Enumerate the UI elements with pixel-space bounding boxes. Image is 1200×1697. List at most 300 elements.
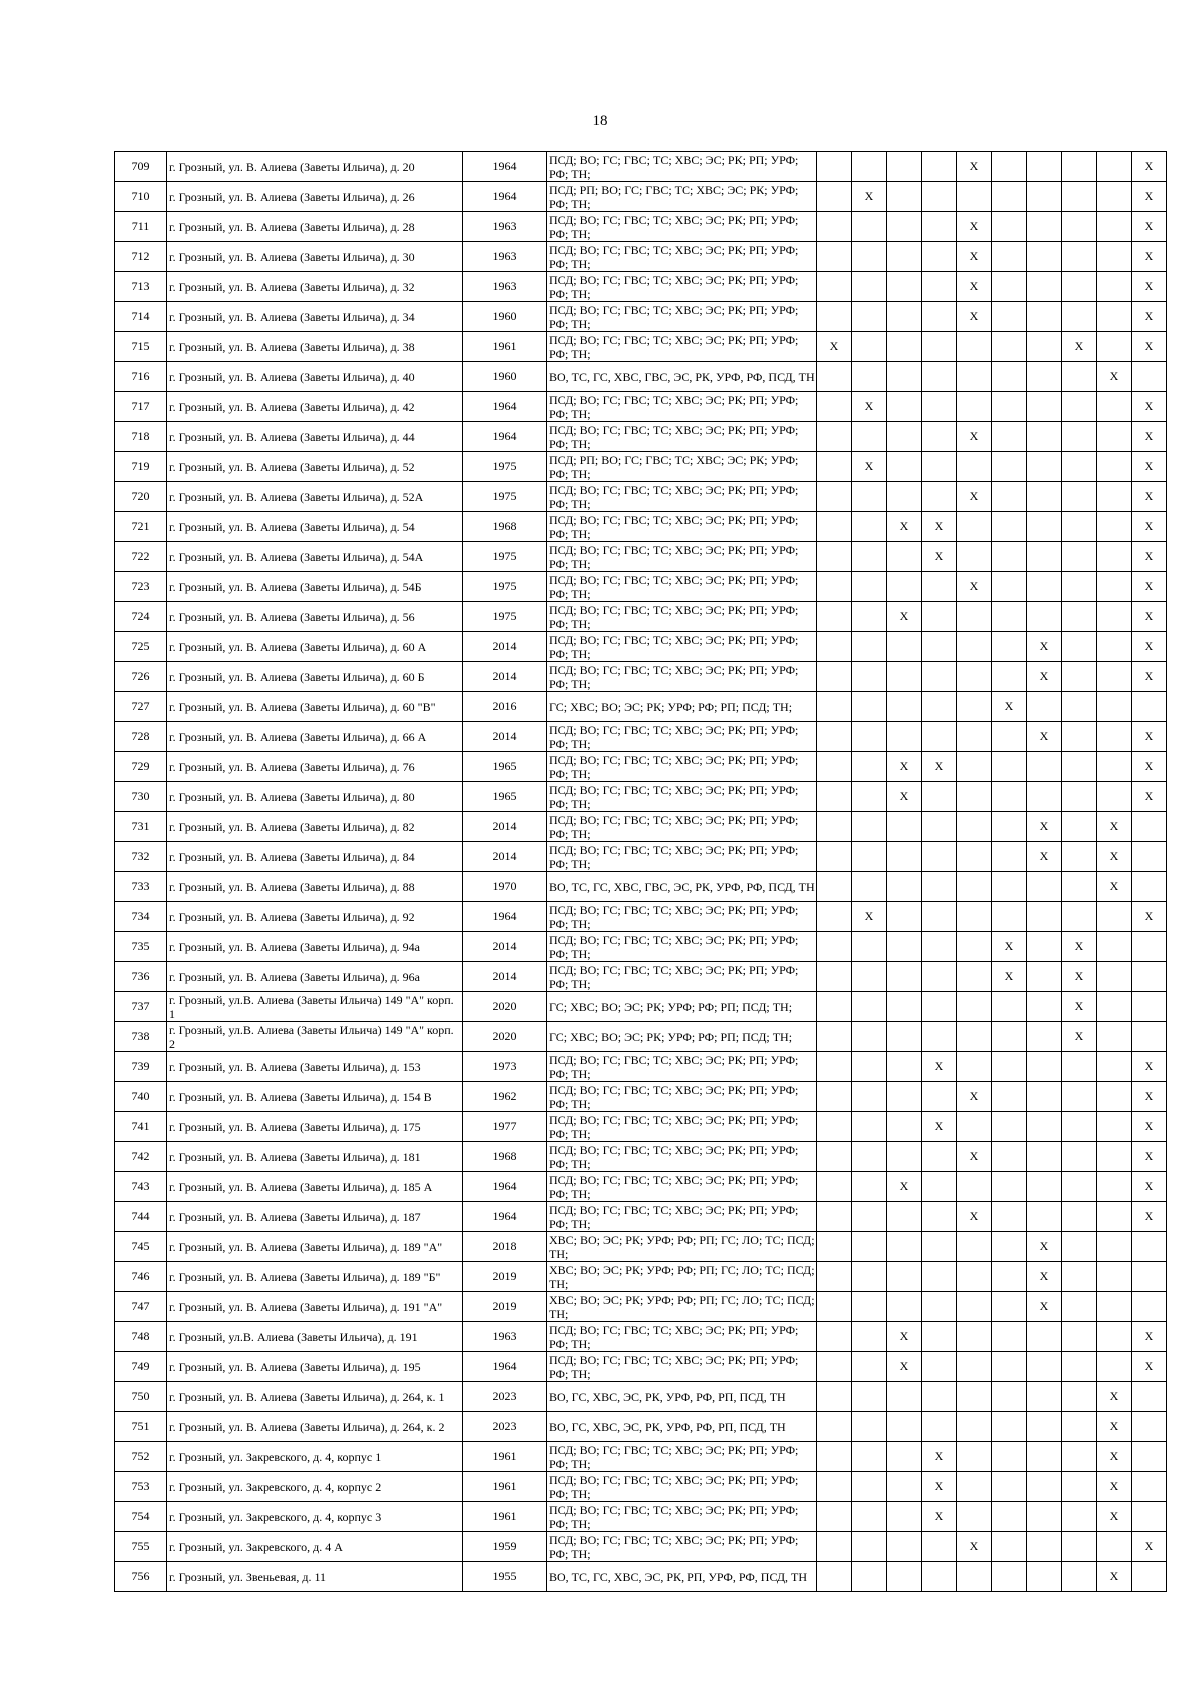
work-year-mark-cell: X xyxy=(1062,992,1097,1022)
work-year-mark-cell xyxy=(887,1082,922,1112)
row-number-cell: 739 xyxy=(115,1052,167,1082)
work-year-mark-cell xyxy=(1132,1232,1167,1262)
works-list-cell: ПСД; ВО; ГС; ГВС; ТС; ХВС; ЭС; РК; РП; УРФ; РФ; ТН; xyxy=(547,212,817,242)
row-number-cell: 722 xyxy=(115,542,167,572)
work-year-mark-cell xyxy=(817,752,852,782)
year-cell: 1961 xyxy=(463,1442,547,1472)
work-year-mark-cell xyxy=(817,722,852,752)
work-year-mark-cell xyxy=(1097,1082,1132,1112)
work-year-mark-cell xyxy=(817,962,852,992)
buildings-table xyxy=(114,151,1167,1592)
works-list-cell: ПСД; ВО; ГС; ГВС; ТС; ХВС; ЭС; РК; РП; УРФ; РФ; ТН; xyxy=(547,1052,817,1082)
row-number-cell: 732 xyxy=(115,842,167,872)
work-year-mark-cell xyxy=(1097,722,1132,752)
work-year-mark-cell xyxy=(817,1022,852,1052)
work-year-mark-cell xyxy=(1062,1172,1097,1202)
work-year-mark-cell xyxy=(922,692,957,722)
address-cell: г. Грозный, ул.В. Алиева (Заветы Ильича) 149 "А" корп. 1 xyxy=(167,992,463,1022)
work-year-mark-cell xyxy=(852,1352,887,1382)
work-year-mark-cell xyxy=(852,1262,887,1292)
work-year-mark-cell xyxy=(1132,872,1167,902)
work-year-mark-cell xyxy=(852,1112,887,1142)
work-year-mark-cell xyxy=(1027,1202,1062,1232)
work-year-mark-cell xyxy=(817,1472,852,1502)
work-year-mark-cell xyxy=(1132,1292,1167,1322)
work-year-mark-cell xyxy=(1062,572,1097,602)
work-year-mark-cell: X xyxy=(922,542,957,572)
work-year-mark-cell xyxy=(817,1142,852,1172)
work-year-mark-cell xyxy=(852,362,887,392)
address-cell: г. Грозный, ул. В. Алиева (Заветы Ильича), д. 195 xyxy=(167,1352,463,1382)
table-row xyxy=(115,482,1167,512)
work-year-mark-cell xyxy=(992,1472,1027,1502)
year-cell: 1964 xyxy=(463,422,547,452)
work-year-mark-cell xyxy=(817,1232,852,1262)
address-cell: г. Грозный, ул. В. Алиева (Заветы Ильича), д. 189 "Б" xyxy=(167,1262,463,1292)
work-year-mark-cell xyxy=(852,992,887,1022)
table-row xyxy=(115,302,1167,332)
year-cell: 1977 xyxy=(463,1112,547,1142)
work-year-mark-cell xyxy=(1132,692,1167,722)
work-year-mark-cell xyxy=(852,1292,887,1322)
address-cell: г. Грозный, ул. В. Алиева (Заветы Ильича), д. 84 xyxy=(167,842,463,872)
work-year-mark-cell xyxy=(852,812,887,842)
address-cell: г. Грозный, ул. В. Алиева (Заветы Ильича), д. 42 xyxy=(167,392,463,422)
work-year-mark-cell xyxy=(1027,362,1062,392)
year-cell: 1963 xyxy=(463,212,547,242)
table-row xyxy=(115,422,1167,452)
work-year-mark-cell xyxy=(1062,272,1097,302)
work-year-mark-cell xyxy=(1062,392,1097,422)
row-number-cell: 747 xyxy=(115,1292,167,1322)
work-year-mark-cell: X xyxy=(957,1202,992,1232)
work-year-mark-cell: X xyxy=(887,1172,922,1202)
work-year-mark-cell: X xyxy=(852,182,887,212)
work-year-mark-cell xyxy=(1027,1112,1062,1142)
work-year-mark-cell xyxy=(817,542,852,572)
work-year-mark-cell xyxy=(852,272,887,302)
works-list-cell: ПСД; ВО; ГС; ГВС; ТС; ХВС; ЭС; РК; РП; УРФ; РФ; ТН; xyxy=(547,932,817,962)
table-row xyxy=(115,1412,1167,1442)
work-year-mark-cell xyxy=(852,752,887,782)
work-year-mark-cell xyxy=(922,572,957,602)
row-number-cell: 749 xyxy=(115,1352,167,1382)
year-cell: 1975 xyxy=(463,572,547,602)
work-year-mark-cell xyxy=(852,152,887,182)
work-year-mark-cell: X xyxy=(957,1532,992,1562)
address-cell: г. Грозный, ул. Звеньевая, д. 11 xyxy=(167,1562,463,1592)
work-year-mark-cell xyxy=(1062,302,1097,332)
address-cell: г. Грозный, ул. В. Алиева (Заветы Ильича), д. 189 "А" xyxy=(167,1232,463,1262)
row-number-cell: 753 xyxy=(115,1472,167,1502)
row-number-cell: 716 xyxy=(115,362,167,392)
row-number-cell: 742 xyxy=(115,1142,167,1172)
year-cell: 1975 xyxy=(463,542,547,572)
work-year-mark-cell xyxy=(887,1202,922,1232)
work-year-mark-cell: X xyxy=(1097,1472,1132,1502)
work-year-mark-cell xyxy=(852,602,887,632)
work-year-mark-cell: X xyxy=(1132,512,1167,542)
work-year-mark-cell xyxy=(957,1052,992,1082)
year-cell: 1964 xyxy=(463,182,547,212)
year-cell: 1963 xyxy=(463,272,547,302)
row-number-cell: 737 xyxy=(115,992,167,1022)
work-year-mark-cell xyxy=(1027,1352,1062,1382)
work-year-mark-cell: X xyxy=(922,1112,957,1142)
work-year-mark-cell xyxy=(992,1112,1027,1142)
work-year-mark-cell xyxy=(852,1412,887,1442)
year-cell: 2018 xyxy=(463,1232,547,1262)
work-year-mark-cell xyxy=(1132,992,1167,1022)
work-year-mark-cell xyxy=(1097,1232,1132,1262)
work-year-mark-cell xyxy=(1062,1142,1097,1172)
works-list-cell: ПСД; ВО; ГС; ГВС; ТС; ХВС; ЭС; РК; РП; УРФ; РФ; ТН; xyxy=(547,512,817,542)
work-year-mark-cell xyxy=(852,1232,887,1262)
table-row xyxy=(115,1052,1167,1082)
work-year-mark-cell xyxy=(887,992,922,1022)
work-year-mark-cell xyxy=(957,992,992,1022)
work-year-mark-cell: X xyxy=(957,152,992,182)
work-year-mark-cell xyxy=(1027,512,1062,542)
work-year-mark-cell xyxy=(887,182,922,212)
work-year-mark-cell xyxy=(992,782,1027,812)
table-row xyxy=(115,1292,1167,1322)
table-row xyxy=(115,1142,1167,1172)
work-year-mark-cell xyxy=(957,662,992,692)
work-year-mark-cell xyxy=(817,902,852,932)
year-cell: 2014 xyxy=(463,662,547,692)
work-year-mark-cell xyxy=(852,1082,887,1112)
work-year-mark-cell: X xyxy=(1132,1202,1167,1232)
work-year-mark-cell xyxy=(1097,1292,1132,1322)
work-year-mark-cell xyxy=(1097,302,1132,332)
works-list-cell: ПСД; ВО; ГС; ГВС; ТС; ХВС; ЭС; РК; РП; УРФ; РФ; ТН; xyxy=(547,662,817,692)
work-year-mark-cell xyxy=(992,1232,1027,1262)
work-year-mark-cell xyxy=(1062,842,1097,872)
work-year-mark-cell xyxy=(992,1052,1027,1082)
work-year-mark-cell xyxy=(887,1502,922,1532)
table-row xyxy=(115,542,1167,572)
work-year-mark-cell xyxy=(887,902,922,932)
year-cell: 2014 xyxy=(463,962,547,992)
work-year-mark-cell: X xyxy=(1132,752,1167,782)
work-year-mark-cell xyxy=(817,1562,852,1592)
year-cell: 1955 xyxy=(463,1562,547,1592)
work-year-mark-cell xyxy=(817,1352,852,1382)
table-row xyxy=(115,1322,1167,1352)
work-year-mark-cell xyxy=(922,182,957,212)
work-year-mark-cell xyxy=(1062,602,1097,632)
work-year-mark-cell xyxy=(852,692,887,722)
table-row xyxy=(115,812,1167,842)
work-year-mark-cell: X xyxy=(1132,1322,1167,1352)
work-year-mark-cell: X xyxy=(1027,812,1062,842)
work-year-mark-cell xyxy=(992,332,1027,362)
address-cell: г. Грозный, ул. В. Алиева (Заветы Ильича), д. 76 xyxy=(167,752,463,782)
work-year-mark-cell xyxy=(1097,212,1132,242)
table-row xyxy=(115,1382,1167,1412)
work-year-mark-cell xyxy=(817,1292,852,1322)
work-year-mark-cell xyxy=(817,842,852,872)
work-year-mark-cell xyxy=(1062,1292,1097,1322)
works-list-cell: ГС; ХВС; ВО; ЭС; РК; УРФ; РФ; РП; ПСД; ТН; xyxy=(547,1022,817,1052)
row-number-cell: 726 xyxy=(115,662,167,692)
address-cell: г. Грозный, ул. В. Алиева (Заветы Ильича), д. 56 xyxy=(167,602,463,632)
work-year-mark-cell xyxy=(1097,572,1132,602)
work-year-mark-cell: X xyxy=(1097,362,1132,392)
works-list-cell: ПСД; ВО; ГС; ГВС; ТС; ХВС; ЭС; РК; РП; УРФ; РФ; ТН; xyxy=(547,632,817,662)
table-row xyxy=(115,182,1167,212)
table-row xyxy=(115,782,1167,812)
work-year-mark-cell xyxy=(957,812,992,842)
work-year-mark-cell xyxy=(1097,482,1132,512)
work-year-mark-cell xyxy=(817,1172,852,1202)
address-cell: г. Грозный, ул. В. Алиева (Заветы Ильича), д. 66 А xyxy=(167,722,463,752)
work-year-mark-cell xyxy=(817,1322,852,1352)
work-year-mark-cell xyxy=(1132,1502,1167,1532)
address-cell: г. Грозный, ул. В. Алиева (Заветы Ильича), д. 94а xyxy=(167,932,463,962)
work-year-mark-cell: X xyxy=(1132,212,1167,242)
year-cell: 2014 xyxy=(463,842,547,872)
work-year-mark-cell xyxy=(887,1472,922,1502)
year-cell: 2023 xyxy=(463,1412,547,1442)
work-year-mark-cell: X xyxy=(1132,302,1167,332)
work-year-mark-cell xyxy=(992,1382,1027,1412)
work-year-mark-cell xyxy=(992,1262,1027,1292)
work-year-mark-cell xyxy=(1132,842,1167,872)
work-year-mark-cell xyxy=(1097,1142,1132,1172)
work-year-mark-cell xyxy=(817,1052,852,1082)
work-year-mark-cell xyxy=(1027,272,1062,302)
row-number-cell: 727 xyxy=(115,692,167,722)
work-year-mark-cell xyxy=(1027,752,1062,782)
work-year-mark-cell xyxy=(887,1022,922,1052)
work-year-mark-cell xyxy=(1062,1232,1097,1262)
work-year-mark-cell xyxy=(1097,512,1132,542)
page-number: 18 xyxy=(592,113,608,129)
works-list-cell: ПСД; ВО; ГС; ГВС; ТС; ХВС; ЭС; РК; РП; УРФ; РФ; ТН; xyxy=(547,812,817,842)
work-year-mark-cell xyxy=(887,1382,922,1412)
work-year-mark-cell xyxy=(1027,602,1062,632)
table-row xyxy=(115,1262,1167,1292)
address-cell: г. Грозный, ул. В. Алиева (Заветы Ильича), д. 60 А xyxy=(167,632,463,662)
work-year-mark-cell xyxy=(887,1442,922,1472)
work-year-mark-cell: X xyxy=(887,782,922,812)
work-year-mark-cell xyxy=(887,302,922,332)
work-year-mark-cell xyxy=(922,782,957,812)
work-year-mark-cell xyxy=(1097,752,1132,782)
works-list-cell: ПСД; ВО; ГС; ГВС; ТС; ХВС; ЭС; РК; РП; УРФ; РФ; ТН; xyxy=(547,1442,817,1472)
work-year-mark-cell xyxy=(887,692,922,722)
address-cell: г. Грозный, ул. В. Алиева (Заветы Ильича), д. 38 xyxy=(167,332,463,362)
work-year-mark-cell xyxy=(992,422,1027,452)
works-list-cell: ПСД; ВО; ГС; ГВС; ТС; ХВС; ЭС; РК; РП; УРФ; РФ; ТН; xyxy=(547,332,817,362)
work-year-mark-cell xyxy=(1027,962,1062,992)
work-year-mark-cell xyxy=(852,1442,887,1472)
row-number-cell: 756 xyxy=(115,1562,167,1592)
work-year-mark-cell xyxy=(957,782,992,812)
work-year-mark-cell xyxy=(817,452,852,482)
work-year-mark-cell: X xyxy=(957,272,992,302)
work-year-mark-cell: X xyxy=(1132,332,1167,362)
year-cell: 1964 xyxy=(463,1202,547,1232)
work-year-mark-cell xyxy=(817,1502,852,1532)
work-year-mark-cell: X xyxy=(1132,182,1167,212)
work-year-mark-cell xyxy=(957,1502,992,1532)
work-year-mark-cell xyxy=(817,872,852,902)
work-year-mark-cell xyxy=(1062,1382,1097,1412)
work-year-mark-cell: X xyxy=(1062,332,1097,362)
work-year-mark-cell xyxy=(922,872,957,902)
row-number-cell: 735 xyxy=(115,932,167,962)
work-year-mark-cell xyxy=(817,992,852,1022)
work-year-mark-cell xyxy=(922,152,957,182)
address-cell: г. Грозный, ул. В. Алиева (Заветы Ильича), д. 34 xyxy=(167,302,463,332)
work-year-mark-cell xyxy=(887,1112,922,1142)
work-year-mark-cell xyxy=(957,1562,992,1592)
row-number-cell: 746 xyxy=(115,1262,167,1292)
work-year-mark-cell xyxy=(1062,692,1097,722)
works-list-cell: ПСД; ВО; ГС; ГВС; ТС; ХВС; ЭС; РК; РП; УРФ; РФ; ТН; xyxy=(547,752,817,782)
works-list-cell: ПСД; РП; ВО; ГС; ГВС; ТС; ХВС; ЭС; РК; УРФ; РФ; ТН; xyxy=(547,182,817,212)
work-year-mark-cell xyxy=(992,182,1027,212)
work-year-mark-cell xyxy=(922,842,957,872)
row-number-cell: 709 xyxy=(115,152,167,182)
work-year-mark-cell xyxy=(992,452,1027,482)
work-year-mark-cell xyxy=(1062,1052,1097,1082)
work-year-mark-cell xyxy=(852,932,887,962)
work-year-mark-cell xyxy=(887,542,922,572)
work-year-mark-cell xyxy=(852,1142,887,1172)
work-year-mark-cell: X xyxy=(1132,392,1167,422)
work-year-mark-cell xyxy=(1062,752,1097,782)
work-year-mark-cell xyxy=(922,1382,957,1412)
works-list-cell: ХВС; ВО; ЭС; РК; УРФ; РФ; РП; ГС; ЛО; ТС; ПСД; ТН; xyxy=(547,1262,817,1292)
address-cell: г. Грозный, ул. В. Алиева (Заветы Ильича), д. 264, к. 2 xyxy=(167,1412,463,1442)
work-year-mark-cell xyxy=(1027,1382,1062,1412)
work-year-mark-cell xyxy=(992,512,1027,542)
year-cell: 2019 xyxy=(463,1262,547,1292)
table-row xyxy=(115,392,1167,422)
work-year-mark-cell xyxy=(1097,1022,1132,1052)
works-list-cell: ПСД; ВО; ГС; ГВС; ТС; ХВС; ЭС; РК; РП; УРФ; РФ; ТН; xyxy=(547,782,817,812)
work-year-mark-cell xyxy=(1097,542,1132,572)
address-cell: г. Грозный, ул.В. Алиева (Заветы Ильича), д. 191 xyxy=(167,1322,463,1352)
work-year-mark-cell xyxy=(852,1502,887,1532)
work-year-mark-cell: X xyxy=(1097,1442,1132,1472)
address-cell: г. Грозный, ул. В. Алиева (Заветы Ильича), д. 185 А xyxy=(167,1172,463,1202)
work-year-mark-cell xyxy=(1027,242,1062,272)
work-year-mark-cell xyxy=(1027,902,1062,932)
works-list-cell: ПСД; ВО; ГС; ГВС; ТС; ХВС; ЭС; РК; РП; УРФ; РФ; ТН; xyxy=(547,1112,817,1142)
work-year-mark-cell xyxy=(992,242,1027,272)
work-year-mark-cell xyxy=(887,872,922,902)
work-year-mark-cell xyxy=(887,422,922,452)
work-year-mark-cell xyxy=(957,1352,992,1382)
table-row xyxy=(115,1472,1167,1502)
work-year-mark-cell xyxy=(992,1022,1027,1052)
year-cell: 1961 xyxy=(463,1472,547,1502)
year-cell: 2020 xyxy=(463,1022,547,1052)
row-number-cell: 719 xyxy=(115,452,167,482)
work-year-mark-cell xyxy=(1132,812,1167,842)
work-year-mark-cell: X xyxy=(1132,1142,1167,1172)
work-year-mark-cell xyxy=(852,662,887,692)
work-year-mark-cell xyxy=(1097,602,1132,632)
work-year-mark-cell: X xyxy=(887,1352,922,1382)
year-cell: 1965 xyxy=(463,752,547,782)
work-year-mark-cell xyxy=(1097,1052,1132,1082)
work-year-mark-cell xyxy=(887,962,922,992)
row-number-cell: 721 xyxy=(115,512,167,542)
work-year-mark-cell xyxy=(817,602,852,632)
work-year-mark-cell xyxy=(1062,1112,1097,1142)
row-number-cell: 748 xyxy=(115,1322,167,1352)
work-year-mark-cell xyxy=(957,1412,992,1442)
work-year-mark-cell xyxy=(852,1322,887,1352)
work-year-mark-cell xyxy=(957,752,992,782)
work-year-mark-cell xyxy=(852,332,887,362)
work-year-mark-cell xyxy=(1062,182,1097,212)
work-year-mark-cell xyxy=(992,482,1027,512)
work-year-mark-cell xyxy=(852,482,887,512)
work-year-mark-cell xyxy=(887,632,922,662)
work-year-mark-cell xyxy=(817,152,852,182)
work-year-mark-cell xyxy=(852,1562,887,1592)
table-row xyxy=(115,962,1167,992)
works-list-cell: ВО, ТС, ГС, ХВС, ГВС, ЭС, РК, УРФ, РФ, ПСД, ТН xyxy=(547,872,817,902)
work-year-mark-cell xyxy=(1062,1472,1097,1502)
table-row xyxy=(115,1082,1167,1112)
work-year-mark-cell xyxy=(1097,992,1132,1022)
work-year-mark-cell xyxy=(1027,1562,1062,1592)
works-list-cell: ХВС; ВО; ЭС; РК; УРФ; РФ; РП; ГС; ЛО; ТС; ПСД; ТН; xyxy=(547,1232,817,1262)
year-cell: 1961 xyxy=(463,332,547,362)
works-list-cell: ПСД; ВО; ГС; ГВС; ТС; ХВС; ЭС; РК; РП; УРФ; РФ; ТН; xyxy=(547,242,817,272)
work-year-mark-cell xyxy=(922,362,957,392)
work-year-mark-cell xyxy=(922,1562,957,1592)
work-year-mark-cell xyxy=(852,782,887,812)
work-year-mark-cell xyxy=(817,1382,852,1412)
year-cell: 1964 xyxy=(463,902,547,932)
work-year-mark-cell: X xyxy=(1132,242,1167,272)
work-year-mark-cell xyxy=(957,542,992,572)
work-year-mark-cell xyxy=(1097,632,1132,662)
work-year-mark-cell xyxy=(922,632,957,662)
works-list-cell: ПСД; ВО; ГС; ГВС; ТС; ХВС; ЭС; РК; РП; УРФ; РФ; ТН; xyxy=(547,722,817,752)
work-year-mark-cell xyxy=(922,482,957,512)
work-year-mark-cell xyxy=(1027,872,1062,902)
work-year-mark-cell xyxy=(992,1142,1027,1172)
work-year-mark-cell xyxy=(1027,392,1062,422)
address-cell: г. Грозный, ул. В. Алиева (Заветы Ильича), д. 60 "В" xyxy=(167,692,463,722)
work-year-mark-cell xyxy=(992,902,1027,932)
year-cell: 1970 xyxy=(463,872,547,902)
work-year-mark-cell xyxy=(887,812,922,842)
table-row xyxy=(115,752,1167,782)
work-year-mark-cell: X xyxy=(957,422,992,452)
works-list-cell: ПСД; ВО; ГС; ГВС; ТС; ХВС; ЭС; РК; РП; УРФ; РФ; ТН; xyxy=(547,272,817,302)
address-cell: г. Грозный, ул. В. Алиева (Заветы Ильича), д. 96а xyxy=(167,962,463,992)
table-row xyxy=(115,602,1167,632)
address-cell: г. Грозный, ул. В. Алиева (Заветы Ильича), д. 92 xyxy=(167,902,463,932)
table-row xyxy=(115,1172,1167,1202)
work-year-mark-cell xyxy=(1062,782,1097,812)
works-list-cell: ПСД; ВО; ГС; ГВС; ТС; ХВС; ЭС; РК; РП; УРФ; РФ; ТН; xyxy=(547,422,817,452)
year-cell: 1973 xyxy=(463,1052,547,1082)
year-cell: 1964 xyxy=(463,152,547,182)
work-year-mark-cell: X xyxy=(957,242,992,272)
